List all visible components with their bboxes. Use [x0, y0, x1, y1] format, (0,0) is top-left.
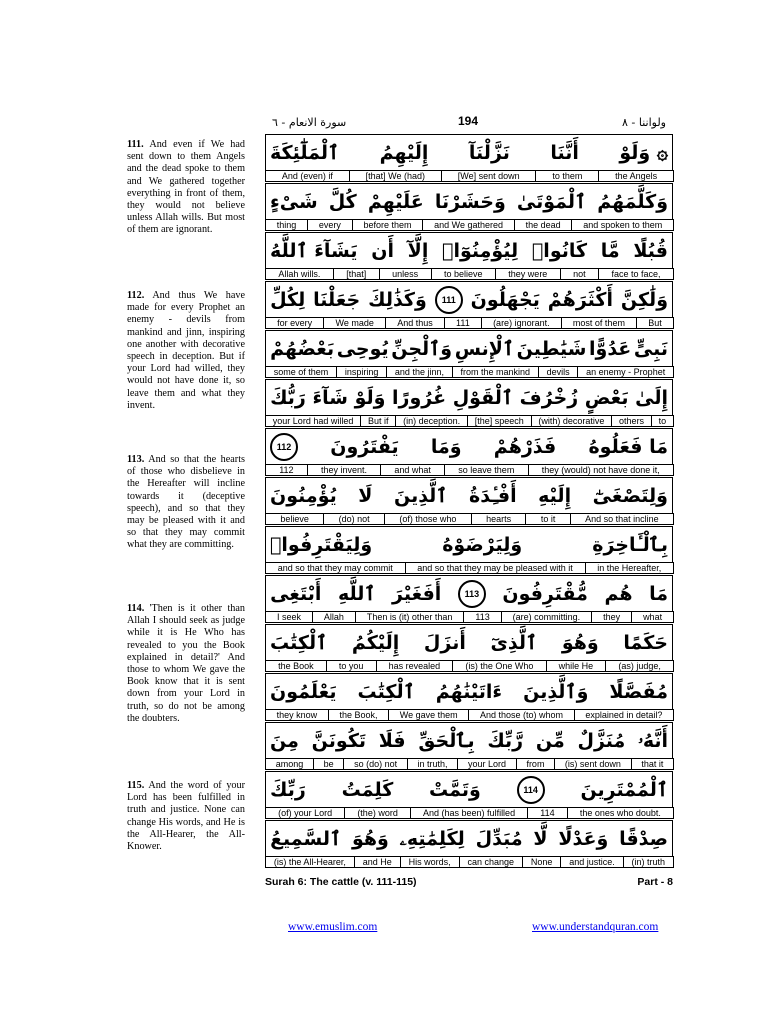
translation-115 — [127, 780, 245, 853]
verse-number: 111. — [127, 139, 144, 150]
gloss-cell: And so that incline — [570, 513, 674, 525]
arabic-line — [265, 575, 673, 612]
gloss-cell: from the mankind — [452, 366, 539, 378]
translation-114 — [127, 603, 245, 725]
arabic-word: قُبُلًا — [633, 239, 668, 262]
arabic-word: جَعَلْنَا — [313, 288, 361, 311]
grid-row — [265, 624, 673, 673]
verse-end-marker: 113 — [458, 580, 486, 608]
arabic-word: إِلَيْهِ — [538, 484, 572, 507]
arabic-word: وَهُوَ — [351, 827, 389, 850]
arabic-word: ٱلسَّمِيعُ — [270, 827, 342, 850]
arabic-word: مَّا — [600, 239, 620, 262]
gloss-cell: devils — [538, 366, 579, 378]
gloss-line — [265, 562, 673, 574]
gloss-cell: And those (to) whom — [468, 709, 574, 721]
gloss-cell: And thus — [385, 317, 445, 329]
grid-row — [265, 526, 673, 575]
translation-113 — [127, 454, 245, 552]
arabic-word: إِلَيْهِمُ — [379, 141, 429, 164]
arabic-line — [265, 722, 673, 759]
gloss-cell: the ones who doubt. — [567, 807, 674, 819]
arabic-word: أَفْـِٔدَةُ — [468, 484, 517, 507]
arabic-word: مِنَ — [270, 729, 299, 752]
gloss-cell: to them — [535, 170, 599, 182]
gloss-cell: (as) judge, — [605, 660, 674, 672]
arabic-word: ٱلْمَوْتَىٰ — [516, 190, 587, 213]
gloss-line — [265, 317, 673, 329]
gloss-cell: the Book — [265, 660, 327, 672]
arabic-word: وَكَذَٰلِكَ — [368, 288, 427, 311]
arabic-word: لِكُلِّ — [270, 288, 306, 311]
arabic-word: أَن — [371, 239, 394, 262]
gloss-cell: Then is (it) other than — [355, 611, 464, 623]
gloss-cell: to it — [525, 513, 570, 525]
translation-112 — [127, 290, 245, 412]
translation-text: 'Then is it other than Allah I should seek as judge while it is He Who has revealed to you the Book explained in detail?' And those to whom We gave the Book know that it is sent down from your Lord in truth, so do not be among the doubters. — [127, 603, 245, 724]
grid-row — [265, 673, 673, 722]
arabic-word: مُفَصَّلًا — [609, 680, 668, 703]
arabic-word: وَلَٰكِنَّ — [620, 288, 668, 311]
gloss-cell: and what — [380, 464, 445, 476]
gloss-cell: in the Hereafter, — [585, 562, 674, 574]
gloss-cell: And (even) if — [265, 170, 350, 182]
verse-end-marker: 112 — [270, 433, 298, 461]
grid-row — [265, 330, 673, 379]
arabic-word: وَتَمَّتْ — [429, 778, 481, 801]
gloss-cell: that it — [631, 758, 674, 770]
arabic-word: وَٱلَّذِينَ — [523, 680, 589, 703]
grid-row — [265, 232, 673, 281]
arabic-line — [265, 820, 673, 857]
arabic-word: أَنَّنَا — [550, 141, 579, 164]
gloss-line — [265, 268, 673, 280]
grid-row — [265, 428, 673, 477]
arabic-word: بَعْضُهُمْ — [270, 337, 335, 360]
footer-title: Surah 6: The cattle (v. 111-115) — [265, 876, 417, 888]
surah-name: سورة الانعام - ٦ — [272, 116, 347, 129]
gloss-cell: the Book, — [328, 709, 389, 721]
arabic-line — [265, 330, 673, 367]
gloss-cell: believe — [265, 513, 324, 525]
arabic-word: يَفْتَرُونَ — [330, 435, 399, 458]
arabic-word: يَجْهَلُونَ — [470, 288, 540, 311]
arabic-line — [265, 771, 673, 808]
gloss-cell: some of them — [265, 366, 337, 378]
page-header — [264, 114, 672, 132]
gloss-cell: (in) truth — [623, 856, 674, 868]
gloss-cell: and justice. — [560, 856, 623, 868]
gloss-cell: what — [631, 611, 674, 623]
gloss-line — [265, 219, 673, 231]
arabic-word: ٱلَّذِىٓ — [490, 631, 538, 654]
arabic-word: بَعْضٍ — [584, 386, 629, 409]
arabic-line — [265, 526, 673, 563]
arabic-word: وَهُوَ — [561, 631, 599, 654]
gloss-cell: your Lord had willed — [265, 415, 361, 427]
arabic-word: إِلَيْكُمُ — [351, 631, 400, 654]
arabic-word: ٱلْإِنسِ — [454, 337, 514, 360]
gloss-cell: the Angels — [598, 170, 674, 182]
gloss-cell: and We gathered — [422, 219, 514, 231]
gloss-cell: thing — [265, 219, 308, 231]
gloss-cell: (of) those who — [384, 513, 472, 525]
gloss-cell: so leave them — [444, 464, 528, 476]
translation-text: And even if We had sent down to them Angels and the dead spoke to them and We gathered together everything in front of them, they would not believe unless Allah wills. But most of them are ignorant. — [127, 139, 245, 236]
gloss-cell: (the) word — [344, 807, 411, 819]
gloss-cell: (in) deception. — [395, 415, 468, 427]
gloss-cell: they (would) not have done it, — [528, 464, 674, 476]
gloss-line — [265, 758, 673, 770]
gloss-cell: But — [636, 317, 674, 329]
arabic-line — [265, 379, 673, 416]
gloss-line — [265, 660, 673, 672]
gloss-cell: and the jinn, — [386, 366, 453, 378]
gloss-cell: (do) not — [323, 513, 385, 525]
gloss-cell: can change — [459, 856, 523, 868]
gloss-cell: they know — [265, 709, 329, 721]
gloss-cell: to — [651, 415, 674, 427]
arabic-word: كَلِمَتُ — [341, 778, 394, 801]
arabic-word: أَكْثَرَهُمْ — [547, 288, 613, 311]
grid-row — [265, 722, 673, 771]
arabic-word: ٱلْمَلَٰٓئِكَةَ — [270, 141, 340, 164]
arabic-word: ۞ وَلَوْ — [619, 141, 668, 164]
gloss-cell: [that] — [333, 268, 380, 280]
gloss-line — [265, 415, 673, 427]
arabic-word: كَانُوا۟ — [531, 239, 588, 262]
arabic-line — [265, 232, 673, 269]
arabic-word: صِدْقًا — [619, 827, 668, 850]
arabic-word: لَا — [358, 484, 373, 507]
arabic-word: أَنَّهُۥ — [638, 729, 668, 752]
arabic-word: بِٱلْـَٔاخِرَةِ — [592, 533, 668, 556]
arabic-word: يُوحِى — [336, 337, 389, 360]
grid-row — [265, 575, 673, 624]
arabic-word: شَىْءٍ — [270, 190, 318, 213]
grid-row — [265, 477, 673, 526]
gloss-cell: We gave them — [388, 709, 469, 721]
arabic-word: بِٱلْحَقِّ — [418, 729, 475, 752]
arabic-word: مُّقْتَرِفُونَ — [502, 582, 588, 605]
gloss-cell: But if — [360, 415, 396, 427]
arabic-word: وَحَشَرْنَا — [434, 190, 506, 213]
arabic-word: إِلَّآ — [407, 239, 429, 262]
translation-text: And thus We have made for every Prophet an enemy - devils from mankind and jinn, inspiring one another with decorative speech in deception. But if your Lord had willed, they would not have done it, so leave them and what they invent. — [127, 290, 245, 411]
arabic-word: شَيَٰطِينَ — [516, 337, 587, 360]
arabic-line — [265, 183, 673, 220]
arabic-word: أَنزَلَ — [423, 631, 466, 654]
gloss-cell: (is) sent down — [554, 758, 631, 770]
gloss-cell: (is) the All-Hearer, — [265, 856, 355, 868]
gloss-cell: they were — [495, 268, 561, 280]
gloss-cell: your Lord — [457, 758, 516, 770]
arabic-word: مُبَدِّلَ — [475, 827, 523, 850]
arabic-line — [265, 673, 673, 710]
arabic-word: يُؤْمِنُونَ — [270, 484, 337, 507]
gloss-cell: [that] We (had) — [349, 170, 442, 182]
gloss-cell: I seek — [265, 611, 313, 623]
arabic-word: مُنَزَّلٌ — [577, 729, 626, 752]
gloss-cell: [We] sent down — [441, 170, 537, 182]
arabic-word: لِكَلِمَٰتِهِۦ — [399, 827, 465, 850]
gloss-cell: has revealed — [376, 660, 454, 672]
translation-111 — [127, 139, 245, 237]
grid-row — [265, 281, 673, 330]
part-label: Part - 8 — [637, 876, 673, 888]
arabic-word: ٱلْمُمْتَرِينَ — [580, 778, 668, 801]
arabic-word: هُم — [604, 582, 633, 605]
arabic-word: يَعْلَمُونَ — [270, 680, 337, 703]
arabic-word: وَمَا — [430, 435, 462, 458]
verse-number: 112. — [127, 290, 145, 301]
gloss-cell: face to face, — [598, 268, 674, 280]
word-by-word-grid — [265, 134, 673, 869]
gloss-cell: His words, — [400, 856, 460, 868]
gloss-cell: 111 — [444, 317, 482, 329]
gloss-cell: not — [560, 268, 599, 280]
arabic-word: إِلَىٰ — [635, 386, 668, 409]
gloss-line — [265, 464, 673, 476]
gloss-cell: 113 — [463, 611, 501, 623]
arabic-line — [265, 281, 673, 318]
gloss-cell: be — [313, 758, 344, 770]
gloss-line — [265, 513, 673, 525]
gloss-cell: Allah wills. — [265, 268, 334, 280]
arabic-word: فَلَا — [378, 729, 406, 752]
gloss-cell: (are) ignorant. — [481, 317, 562, 329]
gloss-cell: the dead — [514, 219, 573, 231]
page-number: 194 — [457, 114, 479, 128]
gloss-cell: from — [516, 758, 555, 770]
juz-name: ولواننا - ٨ — [621, 116, 666, 129]
gloss-cell: (with) decorative — [531, 415, 613, 427]
arabic-word: نَزَّلْنَآ — [468, 141, 510, 164]
arabic-word: ٱلَّذِينَ — [393, 484, 448, 507]
gloss-cell: We made — [323, 317, 386, 329]
arabic-word: وَلِتَصْغَىٰٓ — [592, 484, 668, 507]
gloss-cell: Allah — [312, 611, 356, 623]
arabic-word: ٱللَّهِ — [337, 582, 376, 605]
arabic-line — [265, 477, 673, 514]
gloss-line — [265, 807, 673, 819]
arabic-word: وَلِيَرْضَوْهُ — [442, 533, 523, 556]
gloss-cell: (is) the One Who — [452, 660, 546, 672]
verse-number: 115. — [127, 780, 145, 791]
arabic-word: وَلَوْ — [354, 386, 386, 409]
gloss-line — [265, 856, 673, 868]
grid-row — [265, 379, 673, 428]
arabic-word: عَلَيْهِمْ — [367, 190, 424, 213]
verse-number: 114. — [127, 603, 145, 614]
arabic-word: مِّن — [535, 729, 565, 752]
arabic-word: عَدُوًّا — [589, 337, 632, 360]
understandquran-link[interactable]: www.understandquran.com — [532, 921, 659, 933]
arabic-word: غُرُورًا — [392, 386, 447, 409]
gloss-cell: in truth, — [407, 758, 458, 770]
arabic-word: مَا فَعَلُوهُ — [588, 435, 668, 458]
arabic-word: شَآءَ رَبُّكَ — [270, 386, 348, 409]
gloss-cell: they invent. — [307, 464, 381, 476]
gloss-cell: an enemy - Prophet — [577, 366, 674, 378]
gloss-cell: to you — [326, 660, 377, 672]
gloss-cell: to believe — [431, 268, 496, 280]
grid-row — [265, 183, 673, 232]
arabic-word: يَشَآءَ ٱللَّهُ — [270, 239, 358, 262]
arabic-word: رَبِّكَ — [270, 778, 306, 801]
gloss-cell: (of) your Lord — [265, 807, 345, 819]
gloss-line — [265, 709, 673, 721]
gloss-line — [265, 170, 673, 182]
translation-text: And so that the hearts of those who disbelieve in the Hereafter will incline towards it (deceptive speech), and so that they may be pleased with it and so that they may commit what they are committing. — [127, 454, 245, 551]
gloss-cell: hearts — [471, 513, 527, 525]
arabic-line — [265, 134, 673, 171]
arabic-line — [265, 428, 673, 465]
gloss-cell: and He — [354, 856, 401, 868]
gloss-cell: others — [611, 415, 652, 427]
gloss-cell: 114 — [527, 807, 568, 819]
gloss-cell: [the] speech — [467, 415, 532, 427]
gloss-cell: And (has been) fulfilled — [410, 807, 528, 819]
grid-row — [265, 820, 673, 869]
arabic-word: وَٱلْجِنِّ — [391, 337, 453, 360]
gloss-cell: they — [591, 611, 632, 623]
grid-row — [265, 134, 673, 183]
gloss-cell: most of them — [561, 317, 637, 329]
arabic-word: ٱلْكِتَٰبَ — [357, 680, 415, 703]
gloss-cell: while He — [546, 660, 607, 672]
arabic-word: فَذَرْهُمْ — [493, 435, 557, 458]
verse-end-marker: 114 — [517, 776, 545, 804]
arabic-word: كُلَّ — [328, 190, 357, 213]
arabic-word: تَكُونَنَّ — [311, 729, 366, 752]
arabic-word: وَعَدْلًا — [558, 827, 609, 850]
arabic-word: لَّا — [533, 827, 548, 850]
arabic-word: وَكَلَّمَهُمُ — [597, 190, 668, 213]
verse-number: 113. — [127, 454, 145, 465]
gloss-cell: among — [265, 758, 314, 770]
arabic-word: مَا — [649, 582, 668, 605]
gloss-cell: for every — [265, 317, 324, 329]
gloss-cell: and so that they may commit — [265, 562, 406, 574]
arabic-word: ٱلْكِتَٰبَ — [270, 631, 328, 654]
arabic-word: زُخْرُفَ — [519, 386, 579, 409]
gloss-cell: (are) committing. — [501, 611, 592, 623]
gloss-cell: explained in detail? — [574, 709, 674, 721]
translation-text: And the word of your Lord has been fulfilled in truth and justice. None can change His words, and He is the All-Hearer, the All-Knower. — [127, 780, 245, 853]
gloss-cell: so (do) not — [343, 758, 407, 770]
gloss-cell: and spoken to them — [571, 219, 674, 231]
arabic-word: وَلِيَقْتَرِفُوا۟ — [270, 533, 373, 556]
gloss-line — [265, 366, 673, 378]
gloss-cell: 112 — [265, 464, 308, 476]
gloss-cell: and so that they may be pleased with it — [405, 562, 586, 574]
arabic-word: لِيُؤْمِنُوٓا۟ — [442, 239, 519, 262]
grid-row — [265, 771, 673, 820]
gloss-cell: inspiring — [336, 366, 387, 378]
arabic-word: ٱلْقَوْلِ — [452, 386, 514, 409]
arabic-word: نَبِىٍّ — [633, 337, 668, 360]
arabic-line — [265, 624, 673, 661]
arabic-word: أَفَغَيْرَ — [392, 582, 442, 605]
gloss-cell: None — [522, 856, 561, 868]
verse-end-marker: 111 — [435, 286, 463, 314]
emuslim-link[interactable]: www.emuslim.com — [288, 921, 378, 933]
gloss-line — [265, 611, 673, 623]
arabic-word: حَكَمًا — [623, 631, 668, 654]
arabic-word: رَّبِّكَ — [487, 729, 524, 752]
arabic-word: ءَاتَيْنَٰهُمُ — [435, 680, 503, 703]
gloss-cell: before them — [352, 219, 424, 231]
arabic-word: أَبْتَغِى — [270, 582, 322, 605]
gloss-cell: every — [307, 219, 353, 231]
gloss-cell: unless — [379, 268, 432, 280]
